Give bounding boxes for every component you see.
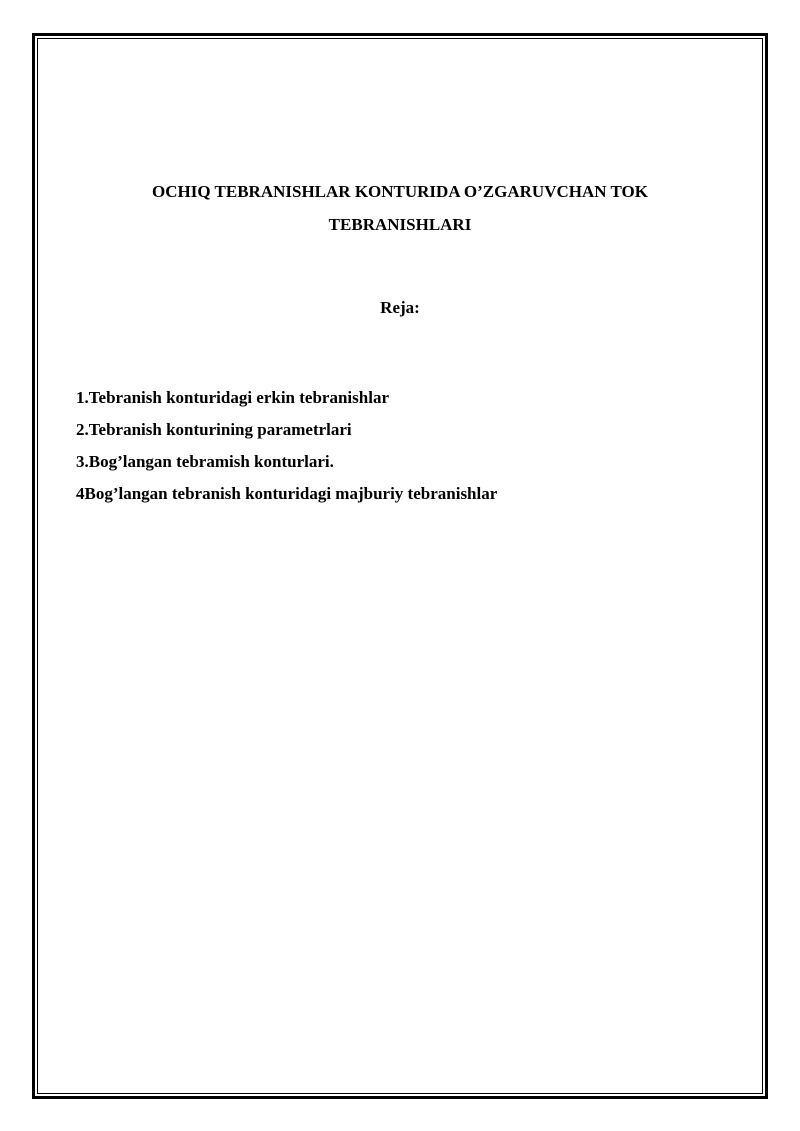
plan-item-3: 3.Bog’langan tebramish konturlari. [76, 452, 334, 471]
document-title [90, 175, 710, 241]
plan-item-1: 1.Tebranish konturidagi erkin tebranishlar [76, 388, 389, 407]
document-title-line-2: TEBRANISHLARI [328, 215, 472, 234]
plan-heading: Reja: [380, 298, 420, 317]
document-title-line-1: OCHIQ TEBRANISHLAR KONTURIDA O’ZGARUVCHAN TOK [152, 182, 648, 201]
plan-list [76, 382, 497, 510]
plan-item-2: 2.Tebranish konturining parametrlari [76, 420, 352, 439]
plan-item-4: 4Bog’langan tebranish konturidagi majburiy tebranishlar [76, 484, 498, 503]
